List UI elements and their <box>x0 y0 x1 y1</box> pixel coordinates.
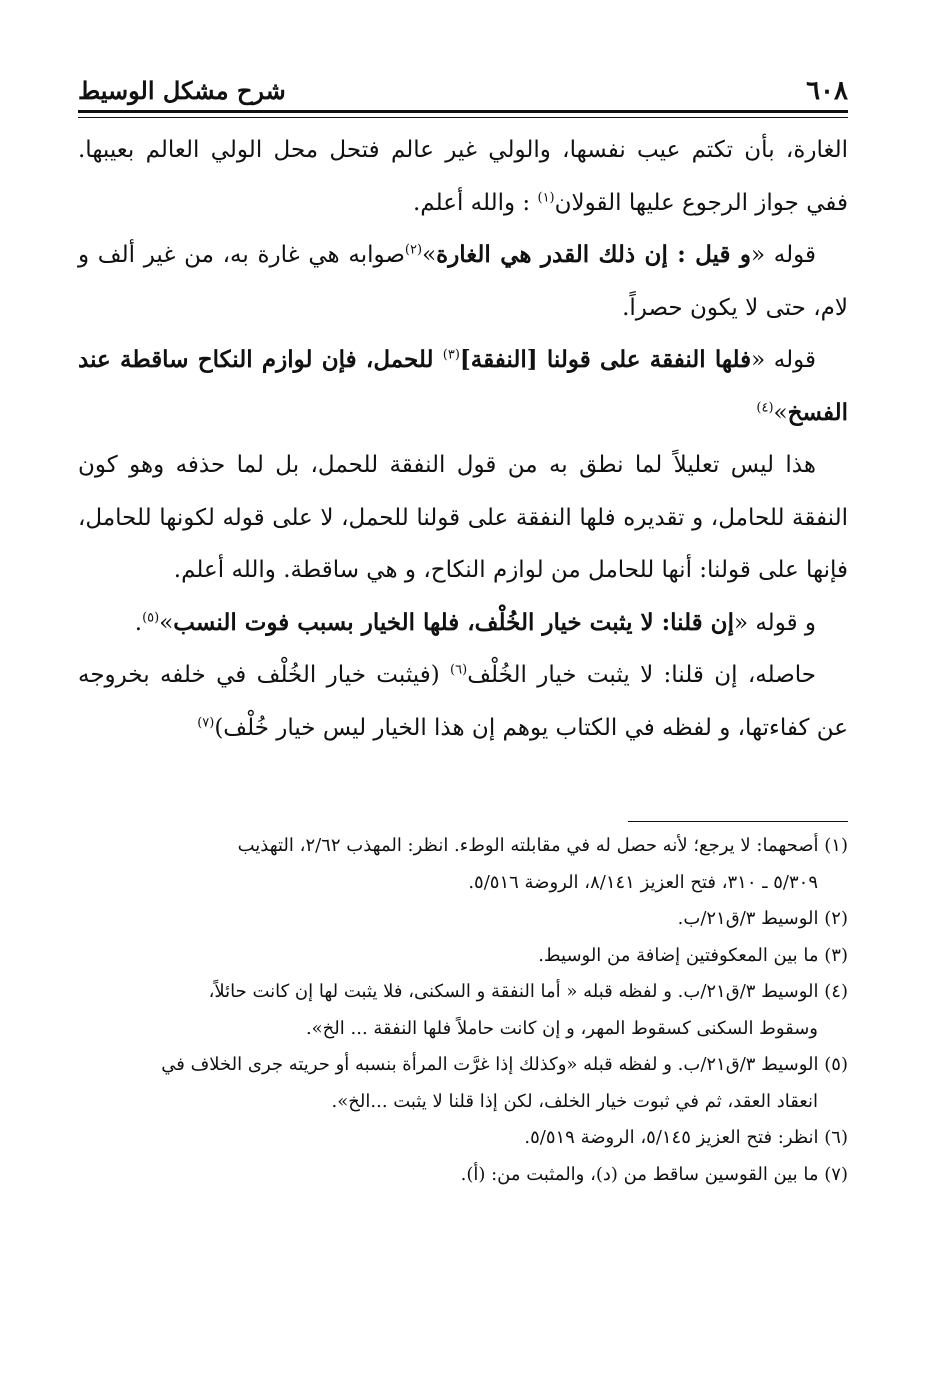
header-rule-thin <box>78 117 848 118</box>
paragraph-3-close: » <box>773 399 788 426</box>
paragraph-5-pre: و قوله « <box>733 609 816 636</box>
paragraph-1 <box>78 124 848 229</box>
footnote-5: (٥) الوسيط ٣/ق٢١/ب. و لفظه قبله «وكذلك إذا غرَّت المرأة بنسبه أو حريته جرى الخلاف في <box>161 1054 848 1075</box>
footnote-1: (١) أصحهما: لا يرجع؛ لأنه حصل له في مقابلته الوطء. انظر: المهذب ٢/٦٢، التهذيب <box>237 835 848 856</box>
page-number: ٦٠٨ <box>806 76 848 106</box>
paragraph-3-pre: قوله « <box>751 347 817 373</box>
paragraph-3 <box>78 334 848 439</box>
paragraph-2-rest: صوابه هي غارة به، من غير ألف و لام، حتى لا يكون حصراً. <box>78 242 848 321</box>
paragraph-2-pre: قوله « <box>750 242 816 268</box>
paragraph-3-quote-a: فلها النفقة على قولنا [النفقة] <box>459 346 752 373</box>
paragraph-5-quote: إن قلنا: لا يثبت خيار الخُلْف، فلها الخيار بسبب فوت النسب <box>173 608 734 636</box>
footnote-7: (٧) ما بين القوسين ساقط من (د)، والمثبت من: (أ). <box>460 1163 848 1185</box>
footnote-ref-4: (٤) <box>756 399 774 415</box>
footnote-2: (٢) الوسيط ٣/ق٢١/ب. <box>677 908 848 929</box>
paragraph-5-close: » <box>159 609 174 636</box>
paragraph-4: هذا ليس تعليلاً لما نطق به من قول النفقة للحمل، بل لما حذفه وهو كون النفقة للحامل، و تقديره فلها النفقة على قولنا للحمل، لا على قوله لكونها للحامل، فإنها على قولنا: أنها للحامل من لوازم النكاح، و هي ساقطة. والله أعلم. <box>78 452 848 583</box>
footnote-4: (٤) الوسيط ٣/ق٢١/ب. و لفظه قبله « أما النفقة و السكنى، فلا يثبت لها إن كانت حائلاً، <box>208 981 848 1002</box>
paragraph-2-quote: و قيل : إن ذلك القدر هي الغارة <box>436 241 751 268</box>
main-text <box>78 124 848 754</box>
paragraph-5 <box>78 597 848 650</box>
book-title: شرح مشكل الوسيط <box>78 76 286 105</box>
page-header <box>78 62 848 106</box>
footnotes <box>78 828 848 1193</box>
paragraph-1-end: : والله أعلم. <box>413 189 531 216</box>
footnote-ref-3: (٣) <box>442 347 460 363</box>
footnote-3: (٣) ما بين المعكوفتين إضافة من الوسيط. <box>538 944 848 966</box>
paragraph-2-close: » <box>422 242 437 268</box>
paragraph-2 <box>78 229 848 334</box>
paragraph-3-quote-b: للحمل، فإن لوازم النكاح ساقطة عند الفسخ <box>78 346 848 426</box>
paragraph-6 <box>78 649 848 754</box>
footnote-4-continued: وسقوط السكنى كسقوط المهر، و إن كانت حاملاً فلها النفقة ... الخ». <box>305 1017 818 1039</box>
footnote-ref-6: (٦) <box>450 662 468 678</box>
paragraph-1-text: الغارة، بأن تكتم عيب نفسها، والولي غير عالم فتحل محل الولي العالم بعيبها. ففي جواز الرجوع عليها القولان <box>78 137 848 216</box>
paragraph-5-end: . <box>134 609 143 636</box>
footnote-ref-1: (١) <box>537 189 555 205</box>
paragraph-6-b: (فيثبت خيار الخُلْف في خلفه بخروجه عن كفاءتها، و لفظه في الكتاب يوهم إن هذا الخيار ليس خيار خُلْف) <box>78 662 848 741</box>
footnote-1-continued: ٥/٣٠٩ ـ ٣١٠، فتح العزيز ٨/١٤١، الروضة ٥/٥١٦. <box>468 871 818 893</box>
header-rule-thick <box>78 110 848 113</box>
paragraph-6-a: حاصله، إن قلنا: لا يثبت خيار الخُلْف <box>467 662 816 688</box>
footnote-separator <box>628 821 848 822</box>
footnote-6: (٦) انظر: فتح العزيز ٥/١٤٥، الروضة ٥/٥١٩. <box>524 1127 848 1148</box>
footnote-ref-5: (٥) <box>142 609 160 625</box>
footnote-ref-7: (٧) <box>197 714 215 730</box>
footnote-ref-2: (٢) <box>404 242 423 258</box>
footnote-5-continued: انعقاد العقد، ثم في ثبوت خيار الخلف، لكن إذا قلنا لا يثبت ...الخ». <box>331 1090 818 1112</box>
